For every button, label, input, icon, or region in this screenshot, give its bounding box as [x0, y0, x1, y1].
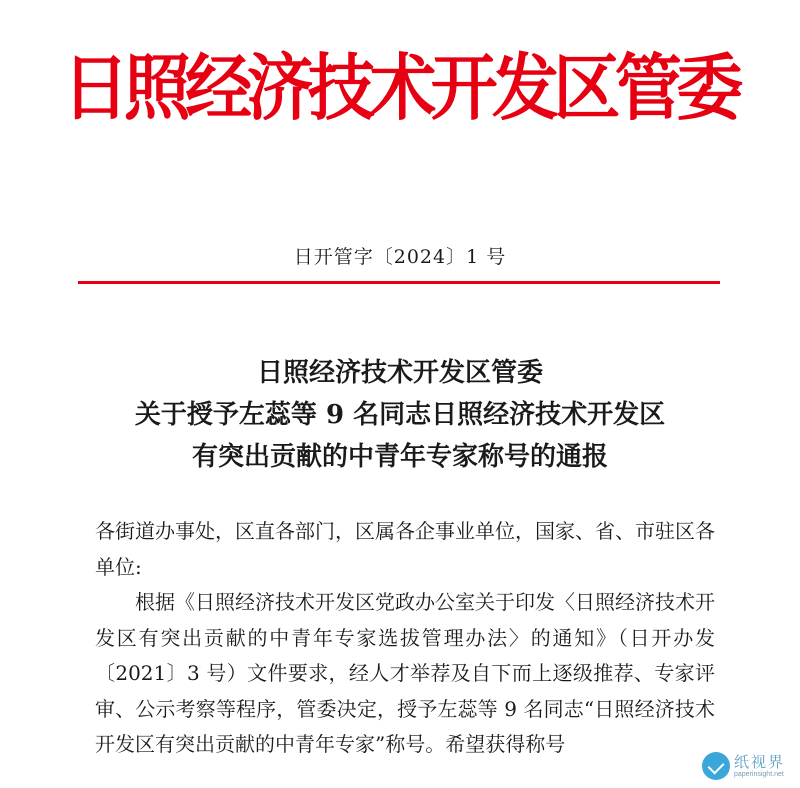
title-line-1: 日照经济技术开发区管委 — [256, 358, 543, 388]
red-divider-line — [78, 281, 720, 284]
masthead-org-name: 日照经济技术开发区管委 — [62, 46, 738, 130]
watermark-name-cn: 纸视界 — [734, 752, 786, 771]
body-paragraph: 根据《日照经济技术开发区党政办公室关于印发〈日照经济技术开发区有突出贡献的中青年专家选拔管理办法〉的通知》（日开办发〔2021〕3 号）文件要求，经人才举荐及自下而上逐级推荐、专家评审、公示考察等程序，管委决定，授予左蕊等 9 名同志“日照经济技术开发区有突出贡献的中青年专家”称号。希望获得称号 — [95, 590, 715, 756]
document-body — [95, 514, 715, 763]
recipients-line: 各街道办事处，区直各部门，区属各企事业单位，国家、省、市驻区各单位: — [95, 519, 715, 579]
watermark — [702, 752, 785, 780]
document-title — [0, 352, 800, 478]
watermark-name-en: paperinsight.net — [734, 770, 784, 778]
document-number: 日开管字〔2024〕1 号 — [293, 246, 507, 268]
title-line-2: 关于授予左蕊等 9 名同志日照经济技术开发区 — [134, 400, 666, 430]
title-line-3: 有突出贡献的中青年专家称号的通报 — [191, 442, 608, 472]
checkmark-logo-icon — [702, 752, 730, 780]
